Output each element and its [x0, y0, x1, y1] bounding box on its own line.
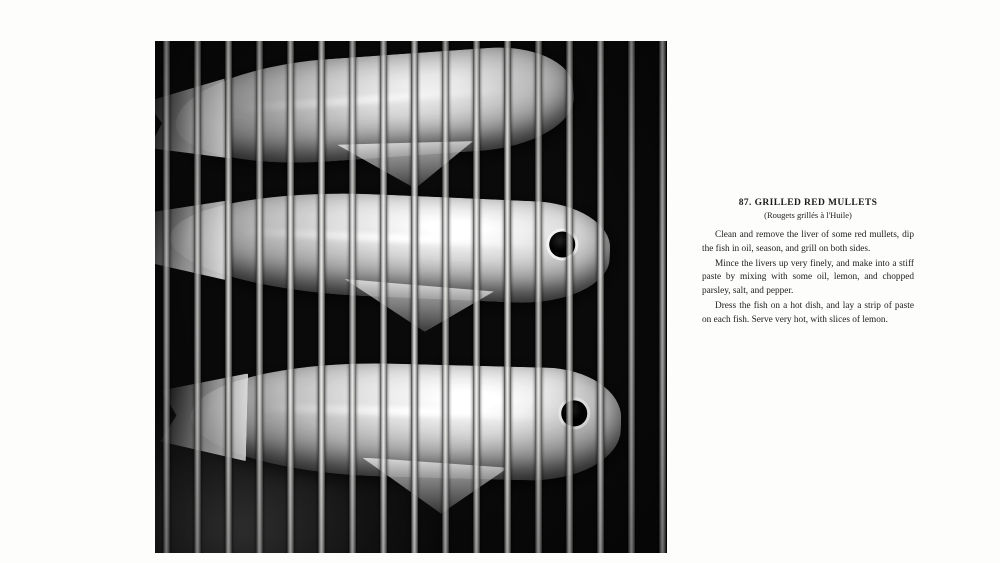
grill-bar	[256, 41, 263, 553]
grill-bar	[225, 41, 232, 553]
grill-bar	[597, 41, 604, 553]
recipe-paragraph-1: Clean and remove the liver of some red mullets, dip the fish in oil, season, and grill on both sides.	[702, 230, 914, 254]
grill-bar	[380, 41, 387, 553]
recipe-paragraph-3: Dress the fish on a hot dish, and lay a strip of paste on each fish. Serve very hot, with slices of lemon.	[702, 300, 914, 325]
grill-bar	[628, 41, 635, 553]
grill-bar	[349, 41, 356, 553]
photo-canvas	[155, 41, 667, 553]
grill-bar	[442, 41, 449, 553]
grill-bar	[318, 41, 325, 553]
recipe-paragraph-2: Mince the livers up very finely, and make into a stiff paste by mixing with some oil, lemon, and chopped parsley, salt, and pepper.	[702, 258, 914, 296]
grill-bar	[659, 41, 666, 553]
grill-bar	[163, 41, 170, 553]
recipe-text-block	[702, 198, 914, 327]
grill-bar	[566, 41, 573, 553]
grilled-red-mullets-photograph	[155, 41, 667, 553]
grill-bar	[194, 41, 201, 553]
grill-bar	[535, 41, 542, 553]
recipe-subtitle: (Rougets grillés à l'Huile)	[764, 210, 852, 220]
grill-bar	[473, 41, 480, 553]
grill-bar	[504, 41, 511, 553]
recipe-title: 87. GRILLED RED MULLETS	[738, 198, 878, 208]
grill-bars	[155, 41, 667, 553]
grill-bar	[287, 41, 294, 553]
grill-bar	[411, 41, 418, 553]
